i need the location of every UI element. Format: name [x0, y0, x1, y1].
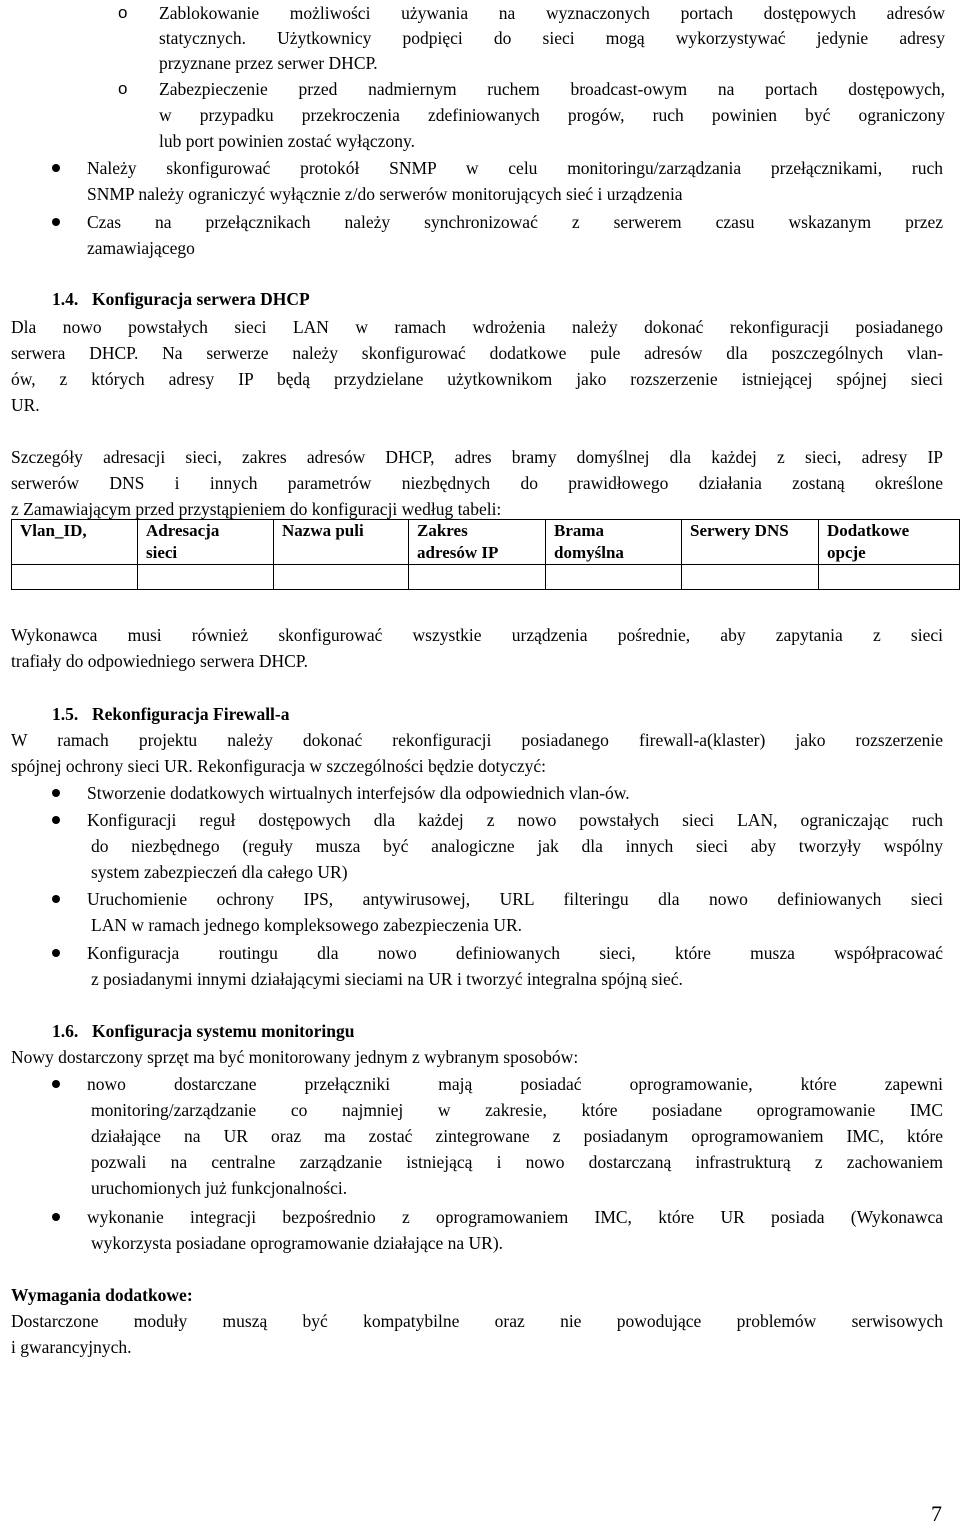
table-header-cell: Zakres adresów IP: [409, 520, 546, 565]
table-header-cell: Serwery DNS: [682, 520, 819, 565]
table-cell: [819, 565, 960, 590]
table-header-cell: Adresacja sieci: [138, 520, 274, 565]
bullet-dot: [52, 1213, 60, 1221]
sublist-item-line: przyznane przez serwer DHCP.: [159, 53, 378, 73]
paragraph-line: serwerów DNS i innych parametrów niezbędnych do prawidłowego działania zostaną określone: [11, 473, 943, 493]
bullet-line: nowo dostarczane przełączniki mają posiadać oprogramowanie, które zapewni: [87, 1074, 943, 1094]
bullet-line: pozwali na centralne zarządzanie istniejącą i nowo dostarczaną infrastrukturą z zachowaniem: [91, 1152, 943, 1172]
bullet-line: działające na UR oraz ma zostać zintegrowane z posiadanym oprogramowaniem IMC, które: [91, 1126, 943, 1146]
table-header-row: [12, 520, 960, 565]
paragraph-line: W ramach projektu należy dokonać rekonfiguracji posiadanego firewall-a(klaster) jako rozszerzenie: [11, 730, 943, 750]
sublist-marker: o: [118, 3, 128, 22]
bullet-line: wykorzysta posiadane oprogramowanie działające na UR).: [91, 1233, 504, 1253]
table-header-cell: Vlan_ID,: [12, 520, 138, 565]
paragraph-line: ów, z których adresy IP będą przydzielane użytkownikom jako rozszerzenie istniejącej spójnej sieci: [11, 369, 943, 389]
section-number: 1.6.: [52, 1021, 79, 1041]
paragraph-line: Szczegóły adresacji sieci, zakres adresów DHCP, adres bramy domyślnej dla każdej z sieci, adresy IP: [11, 447, 943, 467]
bullet-dot: [52, 164, 60, 172]
table-cell: [682, 565, 819, 590]
paragraph-line: Wykonawca musi również skonfigurować wszystkie urządzenia pośrednie, aby zapytania z sieci: [11, 625, 943, 645]
section-title: Konfiguracja systemu monitoringu: [92, 1021, 355, 1041]
sublist-item-line: lub port powinien zostać wyłączony.: [159, 131, 415, 151]
bullet-line: zamawiającego: [87, 238, 195, 258]
bullet-dot: [52, 949, 60, 957]
table-cell: [274, 565, 409, 590]
sublist-item-line: Zablokowanie możliwości używania na wyznaczonych portach dostępowych adresów: [159, 3, 945, 23]
bullet-line: Konfiguracja routingu dla nowo definiowanych sieci, które musza współpracować: [87, 943, 943, 963]
bullet-line: Należy skonfigurować protokół SNMP w celu monitoringu/zarządzania przełącznikami, ruch: [87, 158, 943, 178]
paragraph-line: z Zamawiającym przed przystąpieniem do konfiguracji według tabeli:: [11, 499, 502, 519]
bullet-dot: [52, 816, 60, 824]
bullet-line: uruchomionych już funkcjonalności.: [91, 1178, 348, 1198]
paragraph-line: UR.: [11, 395, 40, 415]
bullet-dot: [52, 789, 60, 797]
section-title: Konfiguracja serwera DHCP: [92, 289, 310, 309]
section-number: 1.5.: [52, 704, 79, 724]
page-number: 7: [931, 1501, 942, 1526]
bullet-line: wykonanie integracji bezpośrednio z oprogramowaniem IMC, które UR posiada (Wykonawca: [87, 1207, 943, 1227]
sublist-marker: o: [118, 79, 128, 98]
paragraph-line: serwera DHCP. Na serwerze należy skonfigurować dodatkowe pule adresów dla poszczególnych vlan-: [11, 343, 943, 363]
bullet-line: system zabezpieczeń dla całego UR): [91, 862, 348, 882]
section-title: Rekonfiguracja Firewall-a: [92, 704, 290, 724]
bullet-line: Konfiguracji reguł dostępowych dla każdej z nowo powstałych sieci LAN, ograniczając ruch: [87, 810, 943, 830]
bullet-line: Uruchomienie ochrony IPS, antywirusowej, URL filteringu dla nowo definiowanych sieci: [87, 889, 943, 909]
table-header-cell: Dodatkowe opcje: [819, 520, 960, 565]
bullet-line: z posiadanymi innymi działającymi sieciami na UR i tworzyć integralna spójną sieć.: [91, 969, 683, 989]
paragraph-line: trafiały do odpowiedniego serwera DHCP.: [11, 651, 308, 671]
table-cell: [546, 565, 682, 590]
bullet-line: Czas na przełącznikach należy synchronizować z serwerem czasu wskazanym przez: [87, 212, 943, 232]
sublist-item-line: w przypadku przekroczenia zdefiniowanych progów, ruch powinien być ograniczony: [159, 105, 945, 125]
table-header-cell: Brama domyślna: [546, 520, 682, 565]
bullet-line: Stworzenie dodatkowych wirtualnych interfejsów dla odpowiednich vlan-ów.: [87, 783, 630, 803]
section-number: 1.4.: [52, 289, 79, 309]
dhcp-parameters-table: [11, 519, 960, 590]
bullet-line: SNMP należy ograniczyć wyłącznie z/do serwerów monitorujących sieć i urządzenia: [87, 184, 683, 204]
bullet-dot: [52, 1080, 60, 1088]
paragraph-line: Nowy dostarczony sprzęt ma być monitorowany jednym z wybranym sposobów:: [11, 1047, 579, 1067]
bullet-line: monitoring/zarządzanie co najmniej w zakresie, które posiadane oprogramowanie IMC: [91, 1100, 943, 1120]
paragraph-line: Dostarczone moduły muszą być kompatybilne oraz nie powodujące problemów serwisowych: [11, 1311, 943, 1331]
bullet-line: do niezbędnego (reguły musza być analogiczne jak dla innych sieci aby tworzyły wspólny: [91, 836, 943, 856]
bullet-dot: [52, 895, 60, 903]
table-cell: [138, 565, 274, 590]
paragraph-line: Dla nowo powstałych sieci LAN w ramach wdrożenia należy dokonać rekonfiguracji posiadanego: [11, 317, 943, 337]
table-row: [12, 565, 960, 590]
paragraph-line: i gwarancyjnych.: [11, 1337, 132, 1357]
table-header-cell: Nazwa puli: [274, 520, 409, 565]
bullet-line: LAN w ramach jednego kompleksowego zabezpieczenia UR.: [91, 915, 523, 935]
table-cell: [409, 565, 546, 590]
sublist-item-line: statycznych. Użytkownicy podpięci do sieci mogą wykorzystywać jedynie adresy: [159, 28, 945, 48]
table-cell: [12, 565, 138, 590]
additional-requirements-title: Wymagania dodatkowe:: [11, 1285, 193, 1305]
sublist-item-line: Zabezpieczenie przed nadmiernym ruchem broadcast-owym na portach dostępowych,: [159, 79, 945, 99]
paragraph-line: spójnej ochrony sieci UR. Rekonfiguracja w szczególności będzie dotyczyć:: [11, 756, 547, 776]
bullet-dot: [52, 218, 60, 226]
